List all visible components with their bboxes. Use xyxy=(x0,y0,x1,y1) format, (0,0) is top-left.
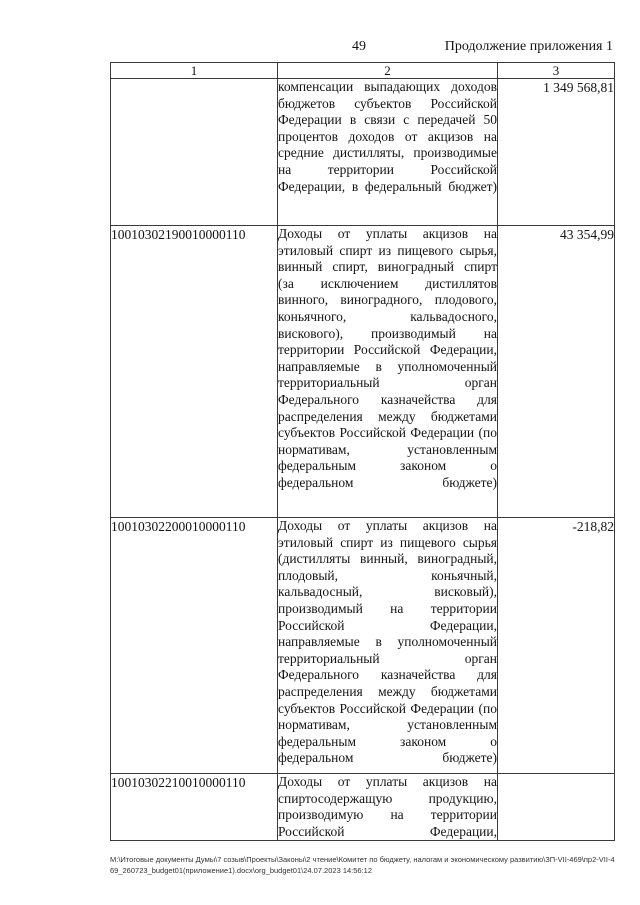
budget-code: 10010302210010000110 xyxy=(111,774,278,841)
column-header: 1 xyxy=(111,63,278,79)
table-row xyxy=(111,774,615,841)
income-description: Доходы от уплаты акцизов на этиловый спирт из пищевого сырья, винный спирт, виноградный спирт (за исключением дистиллятов винного, виноградного, плодового, коньячного, кальвадосного, вискового), производимый на территории Российской Федерации, направляемые в уполномоченный территориальный орган Федерального казначейства для распределения между бюджетами субъектов Российской Федерации (по нормативам, установленным федеральным законом о федеральном бюджете) xyxy=(278,226,498,518)
budget-code: 10010302200010000110 xyxy=(111,518,278,774)
column-header: 2 xyxy=(278,63,498,79)
continuation-label: Продолжение приложения 1 xyxy=(444,39,613,54)
page-number: 49 xyxy=(352,39,366,54)
amount: 43 354,99 xyxy=(498,226,615,518)
amount: -218,82 xyxy=(498,518,615,774)
document-path-footer: M:\Итоговые документы Думы\7 созыв\Проекты\Законы\2 чтение\Комитет по бюджету, налогам и экономическому развитию\ЗП-VII-469\пр2-VII-469_260723_budget01(приложение1).docx\org_budget01\24.07.2023 14:56:12 xyxy=(110,855,615,875)
table-row xyxy=(111,518,615,774)
budget-table xyxy=(110,62,615,841)
income-description: компенсации выпадающих доходов бюджетов субъектов Российской Федерации в связи с передачей 50 процентов доходов от акцизов на средние дистилляты, производимые на территории Российской Федерации, в федеральный бюджет) xyxy=(278,79,498,226)
column-header: 3 xyxy=(498,63,615,79)
amount xyxy=(498,774,615,841)
table-header-row xyxy=(111,63,615,79)
income-description: Доходы от уплаты акцизов на этиловый спирт из пищевого сырья (дистилляты винный, виноградный, плодовый, коньячный, кальвадосный, висковый), производимый на территории Российской Федерации, направляемые в уполномоченный территориальный орган Федерального казначейства для распределения между бюджетами субъектов Российской Федерации (по нормативам, установленным федеральным законом о федеральном бюджете) xyxy=(278,518,498,774)
table-row xyxy=(111,79,615,226)
table-row xyxy=(111,226,615,518)
budget-code xyxy=(111,79,278,226)
amount: 1 349 568,81 xyxy=(498,79,615,226)
income-description: Доходы от уплаты акцизов на спиртосодержащую продукцию, производимую на территории Российской Федерации, xyxy=(278,774,498,841)
budget-code: 10010302190010000110 xyxy=(111,226,278,518)
